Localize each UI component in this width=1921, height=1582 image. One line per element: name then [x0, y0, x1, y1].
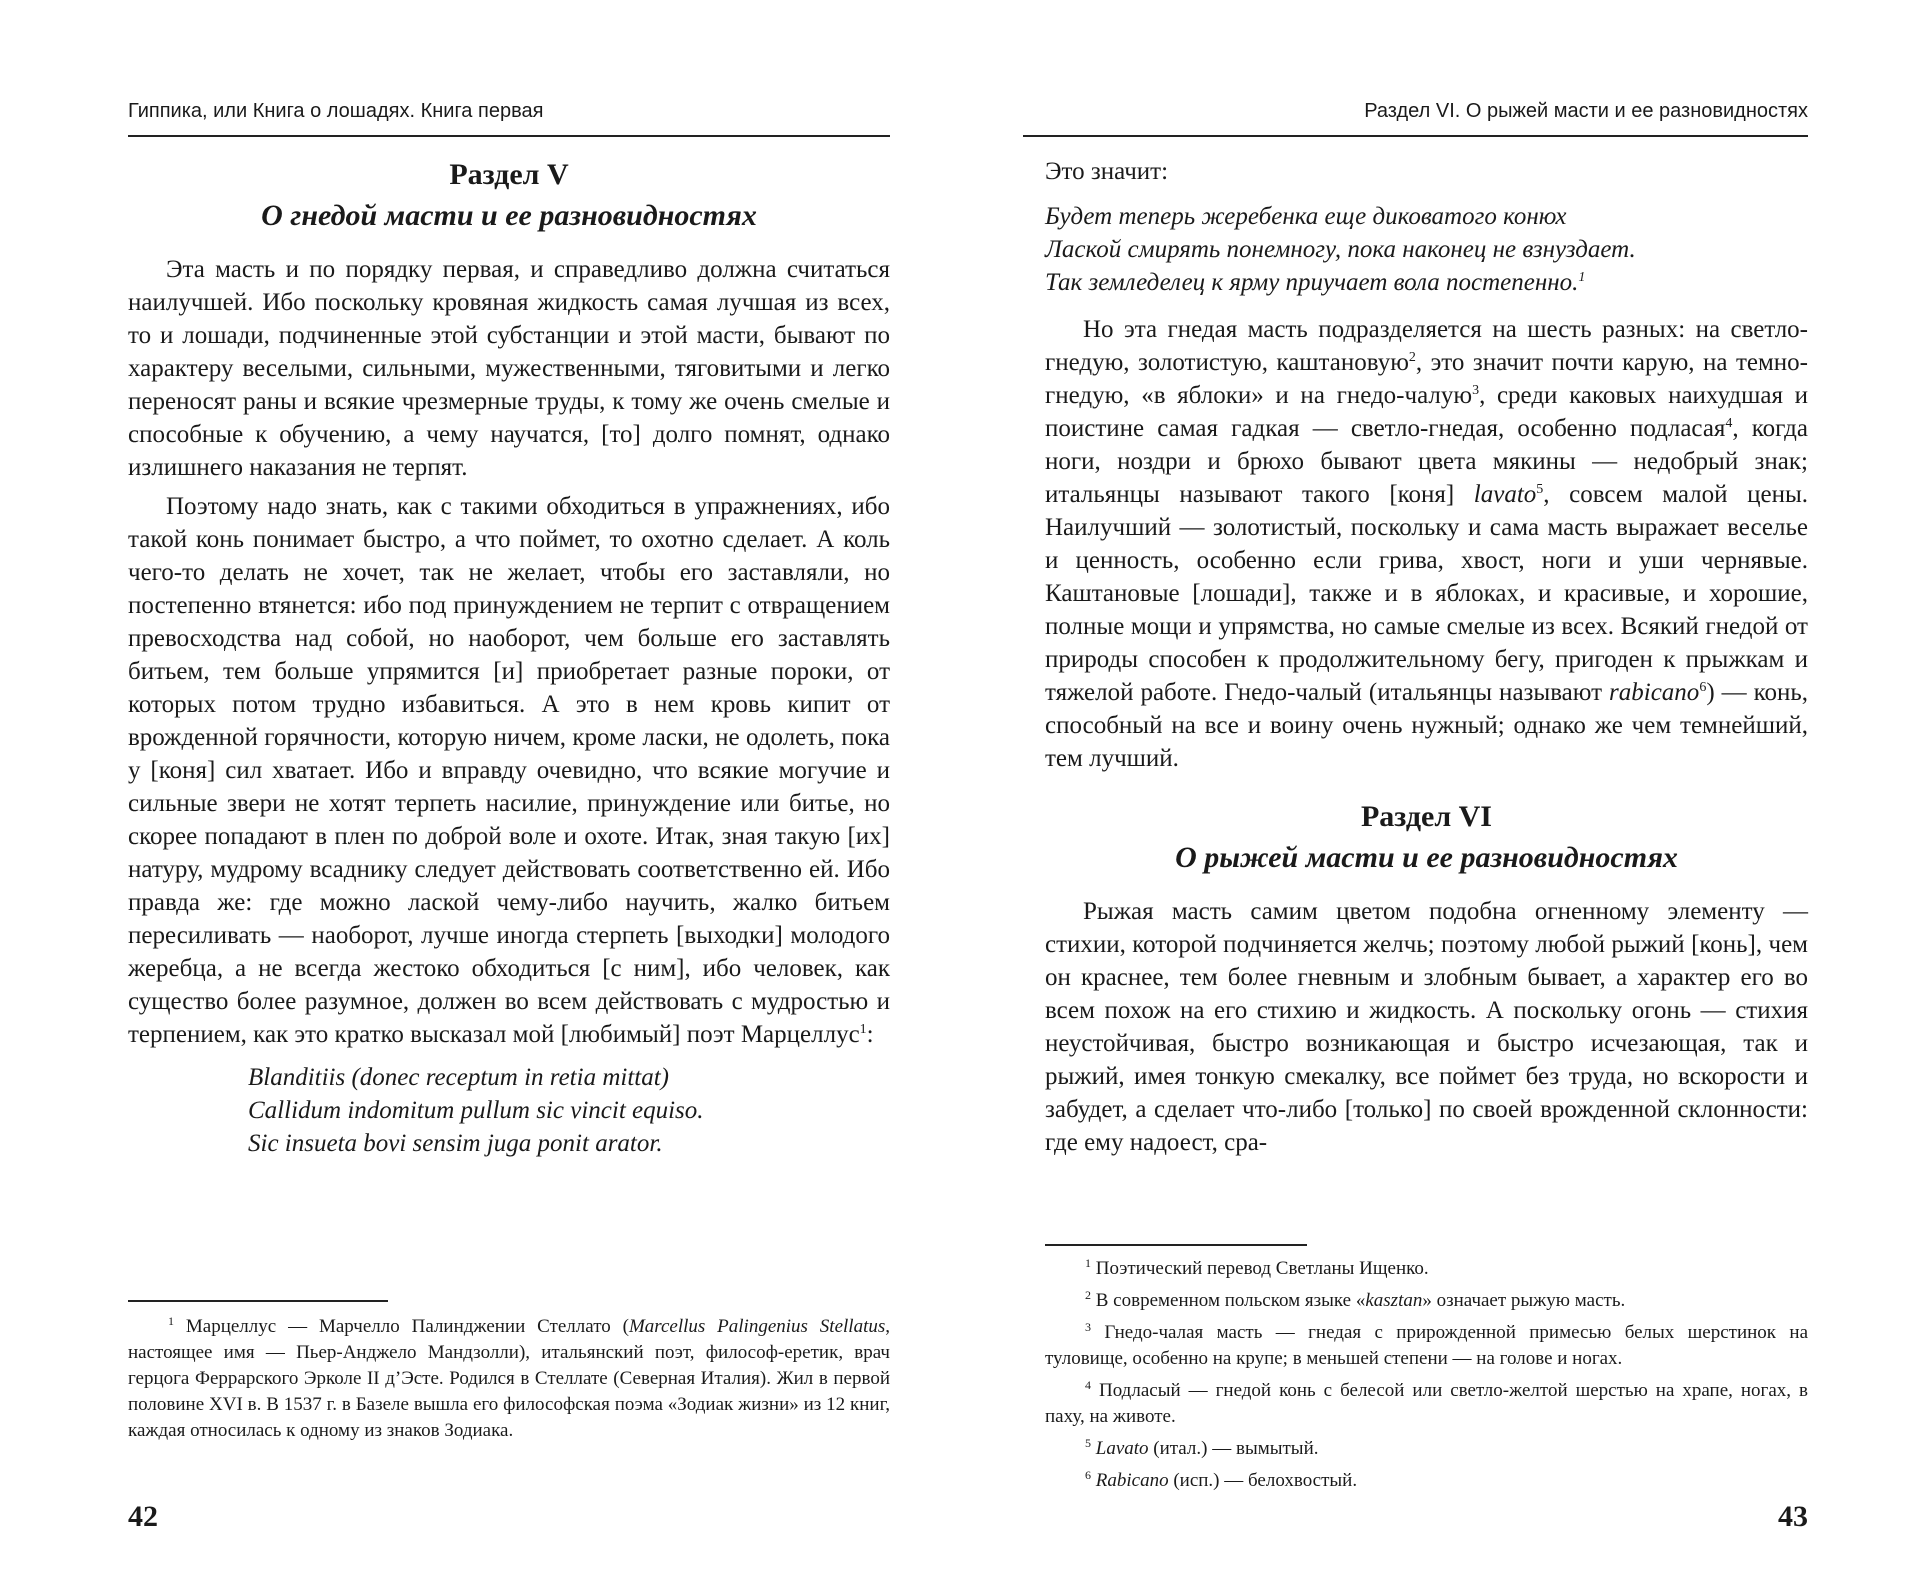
paragraph: Эта масть и по порядку первая, и справедливо должна считаться наилучшей. Ибо поскольку кровяная жидкость самая лучшая из всех, то и лошади, подчиненные этой субстанции и этой масти, бывают по характеру веселыми, сильными, мужественными, тяговитыми и легко переносят раны и всякие чрезмерные труды, к тому же очень смелые и способные к обучению, а чему научатся, [то] долго помнят, однако излишнего наказания не терпят.: [128, 256, 890, 481]
section-title-vi: Раздел VI: [1360, 800, 1492, 833]
footnote-italic: kasztan: [1365, 1290, 1423, 1311]
footnote-text: Марцеллус — Марчелло Палинджении Стеллато (: [185, 1316, 629, 1337]
footnote-text: Гнедо-чалая масть — гнедая с прирожденной примесью белых шерстинок на туловище, особенно на крупе; в меньшей степени — на голове и ногах.: [1045, 1322, 1808, 1369]
section-subtitle-vi: О рыжей масти и ее разновидностях: [1175, 841, 1678, 874]
verse-line: Callidum indomitum pullum sic vincit equiso.: [248, 1097, 704, 1124]
footnote-text: Подласый — гнедой конь с белесой или светло-желтой шерстью на храпе, ногах, в паху, на животе.: [1045, 1380, 1809, 1427]
footnote: [1045, 1436, 1808, 1462]
paragraph: [128, 490, 890, 1051]
footnote-rule-left: [128, 1300, 388, 1302]
footnote-ref: 4: [1725, 416, 1733, 431]
footnote: [128, 1314, 890, 1444]
section-title-v: Раздел V: [449, 158, 569, 191]
running-head-right: Раздел VI. О рыжей масти и ее разновидностях: [1364, 100, 1808, 122]
left-text-column: [128, 155, 890, 1174]
footnote: [1045, 1288, 1808, 1314]
footnotes-left: [128, 1314, 890, 1450]
footnote-rule-right: [1045, 1244, 1307, 1246]
footnote-number: 2: [1085, 1288, 1091, 1302]
footnote-text: (итал.) — вымытый.: [1148, 1438, 1319, 1459]
paragraph: Рыжая масть самим цветом подобна огненному элементу — стихии, которой подчиняется желчь; поэтому любой рыжий [конь], чем он краснее, тем более гневным и злобным бывает, а характер его во всем похож на его стихию и жидкость. А поскольку огонь — стихия неустойчивая, быстро возникающая и быстро исчезающая, так и рыжий, имея тонкую смекалку, все поймет без труда, но вскорости и забудет, а сделает что-либо [только] по своей врожденной склонности: где ему надоест, сра-: [1045, 898, 1808, 1156]
footnote-number: 3: [1085, 1320, 1091, 1334]
footnote-number: 1: [168, 1314, 174, 1328]
footnote-italic: Lavato: [1095, 1438, 1149, 1459]
running-head-left: Гиппика, или Книга о лошадях. Книга первая: [128, 100, 544, 122]
header-rule-right: [1023, 135, 1808, 137]
footnote: [1045, 1256, 1808, 1282]
verse-line: Лаской смирять понемногу, пока наконец не взнуздает.: [1045, 236, 1636, 263]
footnote-text: В современном польском языке «: [1095, 1290, 1366, 1311]
latin-verse: [128, 1061, 890, 1160]
verse-text: Так земледелец к ярму приучает вола постепенно.: [1045, 269, 1579, 296]
footnote: [1045, 1468, 1808, 1494]
footnote-ref: 2: [1408, 350, 1416, 365]
footnote-number: 5: [1085, 1436, 1091, 1450]
footnote-text: , настоящее имя — Пьер-Анджело Мандзолли), итальянский поэт, философ-еретик, врач герцога Феррарского Эрколе II д’Эсте. Родился в Стеллате (Северная Италия). Жил в первой половине XVI в. В 1537 г. в Базеле вышла его философская поэма «Зодиак жизни» из 12 книг, каждая относилась к одному из знаков Зодиака.: [128, 1316, 890, 1441]
footnote-italic: Marcellus Palingenius Stellatus: [628, 1316, 886, 1337]
footnote-ref: 1: [859, 1022, 867, 1037]
verse-line: Будет теперь жеребенка еще диковатого конюх: [1045, 203, 1567, 230]
italic-term: rabicano: [1609, 679, 1700, 706]
right-page: [960, 0, 1921, 1582]
footnote-ref: 1: [1578, 270, 1586, 285]
paragraph-text: ) — конь, способный на все и воину очень нужный; однако же чем темнейший, тем лучший.: [1045, 679, 1808, 772]
footnote-ref: 3: [1472, 383, 1480, 398]
italic-term: lavato: [1473, 481, 1537, 508]
footnote-ref: 6: [1699, 680, 1707, 695]
translated-verse: [1045, 200, 1808, 299]
page-number-left: 42: [128, 1500, 158, 1533]
verse-line: [1045, 266, 1808, 299]
paragraph-text: Поэтому надо знать, как с такими обходиться в упражнениях, ибо такой конь понимает быстро, а что поймет, то охотно сделает. А коль чего-то делать не хочет, так не желает, чтобы его заставляли, но постепенно втянется: ибо под принуждением не терпит с отвращением превосходства над собой, но наоборот, чем больше его заставлять битьем, тем больше упрямится [и] приобретает разные пороки, от которых потом трудно избавиться. А это в нем кровь кипит от врожденной горячности, которую ничем, кроме ласки, не одолеть, пока у [коня] сил хватает. Ибо и вправду очевидно, что всякие могучие и сильные звери не хотят терпеть насилие, принуждение или битье, но скорее попадают в плен по доброй воле и охоте. Итак, зная такую [их] натуру, мудрому всаднику следует действовать соответственно ей. Ибо правда же: где можно лаской чему-либо научить, жалко битьем пересиливать — наоборот, лучше иногда стерпеть [выходки] молодого жеребца, а не всегда жестоко обходиться [с ним], ибо человек, как существо более разумное, должен во всем действовать с мудростью и терпением, как это кратко высказал мой [любимый] поэт Марцеллус: [128, 493, 890, 1048]
left-page: [0, 0, 960, 1582]
paragraph: [1045, 313, 1808, 775]
intro-line: Это значит:: [1045, 158, 1169, 185]
paragraph-text: , совсем малой цены. Наилучший — золотистый, поскольку и сама масть выражает веселье и ценность, особенно если грива, хвост, ноги и уши чернявые. Каштановые [лошади], также и в яблоках, и красивые, и хорошие, полные мощи и упрямства, но самые смелые из всех. Всякий гнедой от природы способен к продолжительному бегу, пригоден к прыжкам и тяжелой работе. Гнедо-чалый (итальянцы называют: [1045, 481, 1808, 706]
header-rule-left: [128, 135, 890, 137]
footnote: [1045, 1320, 1808, 1372]
footnote-text: (исп.) — белохвостый.: [1168, 1470, 1358, 1491]
footnote-number: 1: [1085, 1256, 1091, 1270]
footnote-number: 6: [1085, 1468, 1091, 1482]
section-subtitle-v: О гнедой масти и ее разновидностях: [261, 199, 757, 232]
paragraph-text: , когда ноги, ноздри и брюхо бывают цвета мякины — недобрый знак; итальянцы называют такого [коня]: [1045, 415, 1809, 508]
footnote-number: 4: [1085, 1378, 1091, 1392]
verse-line: Blanditiis (donec receptum in retia mittat): [248, 1064, 669, 1091]
footnote-text: » означает рыжую масть.: [1422, 1290, 1626, 1311]
footnote-text: Поэтический перевод Светланы Ищенко.: [1095, 1258, 1429, 1279]
verse-line: Sic insueta bovi sensim juga ponit arator.: [248, 1130, 663, 1157]
paragraph-text: :: [866, 1021, 874, 1048]
paragraph-text: Но эта гнедая масть подразделяется на шесть разных: на светло-гнедую, золотистую, каштановую: [1045, 316, 1808, 376]
footnote-italic: Rabicano: [1095, 1470, 1169, 1491]
page-number-right: 43: [1778, 1500, 1808, 1533]
footnotes-right: [1045, 1256, 1808, 1500]
footnote: [1045, 1378, 1808, 1430]
paragraph-text: , среди каковых наихудшая и поистине самая гадкая — светло-гнедая, особенно подласая: [1045, 382, 1808, 442]
right-text-column: [1045, 155, 1808, 1165]
footnote-ref: 5: [1536, 482, 1544, 497]
paragraph-text: , это значит почти карую, на темно-гнедую, «в яблоки» и на гнедо-чалую: [1045, 349, 1808, 409]
